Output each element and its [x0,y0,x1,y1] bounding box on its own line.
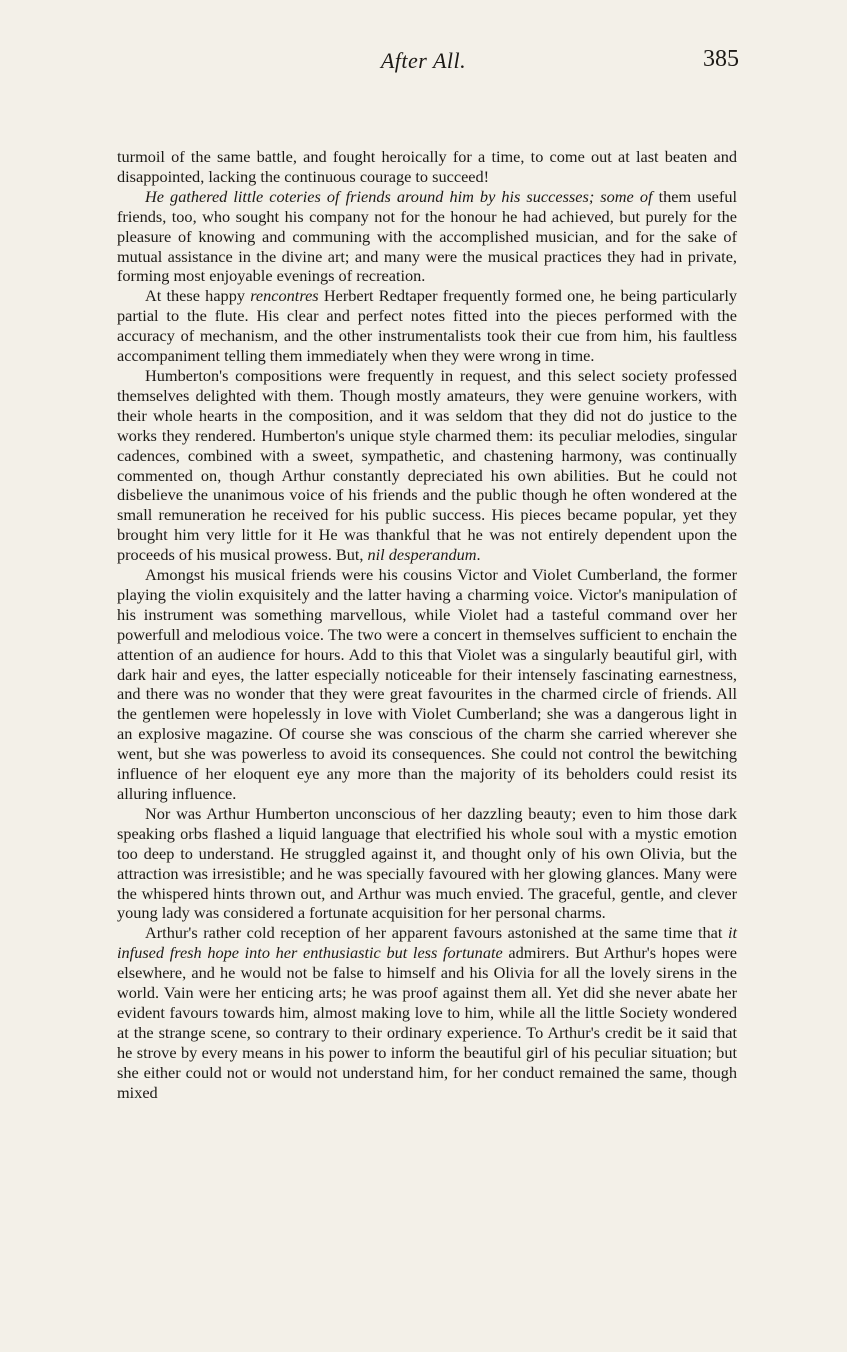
paragraph [117,565,737,804]
italic-text-run: nil desperandum [367,545,477,565]
italic-text-run: He gathered little coteries of friends around him by his successes; some of [145,186,653,206]
paragraph [117,286,737,366]
paragraph [117,366,737,565]
paragraph [117,804,737,923]
text-run: Nor was Arthur Humberton unconscious of her dazzling beauty; even to him those dark speaking orbs flashed a liquid language that electrified his whole soul with a mystic emotion too deep to understand. He struggled against it, and thought only of his own Olivia, but the attraction was irresistible; and he was specially favoured with her glowing glances. Many were the whispered hints thrown out, and Arthur was much envied. The graceful, gentle, and clever young lady was considered a fortunate acquisition for her personal charms. [117,803,737,923]
text-run: Arthur's rather cold reception of her apparent favours astonished at the same time that [145,923,728,943]
text-run: At these happy [145,286,251,306]
text-run: Herbert Redtaper frequently formed one, he being particularly partial to the flute. His clear and perfect notes fitted into the pieces performed with the accuracy of mechanism, and the other instrumentalists took their cue from him, his faultless accompaniment telling them immediately when they were wrong in time. [117,286,738,366]
paragraph [117,147,737,187]
page-number: 385 [703,46,739,72]
page-header [0,42,847,92]
paragraph [117,187,737,287]
text-run: Amongst his musical friends were his cousins Victor and Violet Cumberland, the former playing the violin exquisitely and the latter having a charming voice. Victor's manipulation of his instrument was something marvellous, while Violet had a tasteful command over her powerfull and melodious voice. The two were a concert in themselves sufficient to enchain the attention of an audience for hours. Add to this that Violet was a singularly beautiful girl, with dark hair and eyes, the latter especially noticeable for their intensely fascinating earnestness, and there was no wonder that they were great favourites in the charmed circle of friends. All the gentlemen were hopelessly in love with Violet Cumberland; she was a dangerous light in an explosive magazine. Of course she was conscious of the charm she carried wherever she went, but she was powerless to avoid its consequences. She could not control the bewitching influence of her eloquent eye any more than the majority of its beholders could resist its alluring influence. [117,565,737,803]
text-run: them useful friends, too, who sought his company not for the honour he had achieved, but purely for the pleasure of knowing and communing with the accomplished musician, and for the sake of mutual assistance in the divine art; and many were the musical practices they had in private, forming most enjoyable evenings of recreation. [117,186,737,286]
text-run: turmoil of the same battle, and fought heroically for a time, to come out at last beaten and disappointed, lacking the continuous courage to succeed! [117,147,737,186]
text-run: Humberton's compositions were frequently in request, and this select society professed themselves delighted with them. Though mostly amateurs, they were genuine workers, with their whole hearts in the composition, and it was seldom that they did not do justice to the works they rendered. Humberton's unique style charmed them: its peculiar melodies, singular cadences, combined with a sweet, sympathetic, and chastening harmony, was continually commented on, though Arthur constantly depreciated his own abilities. But he could not disbelieve the unanimous voice of his friends and the public though he often wondered at the small remuneration he received for his public success. His pieces became popular, yet they brought him very little for it He was thankful that he was not entirely dependent upon the proceeds of his musical prowess. But, [117,365,737,565]
text-run: . [476,545,481,565]
body-text [117,147,737,1103]
italic-text-run: it infused fresh hope into her enthusiastic but less fortunate [117,923,737,963]
paragraph [117,923,737,1102]
running-title: After All. [380,48,467,73]
text-run: admirers. But Arthur's hopes were elsewhere, and he would not be false to himself and his Olivia for all the lovely sirens in the world. Vain were her enticing arts; he was proof against them all. Yet did she never abate her evident favours towards him, almost making love to him, while all the little Society wondered at the strange scene, so contrary to their ordinary experience. To Arthur's credit be it said that he strove by every means in his power to inform the beautiful girl of his peculiar situation; but she either could not or would not understand him, for her conduct remained the same, though mixed [117,943,737,1102]
italic-text-run: rencontres [250,286,319,306]
